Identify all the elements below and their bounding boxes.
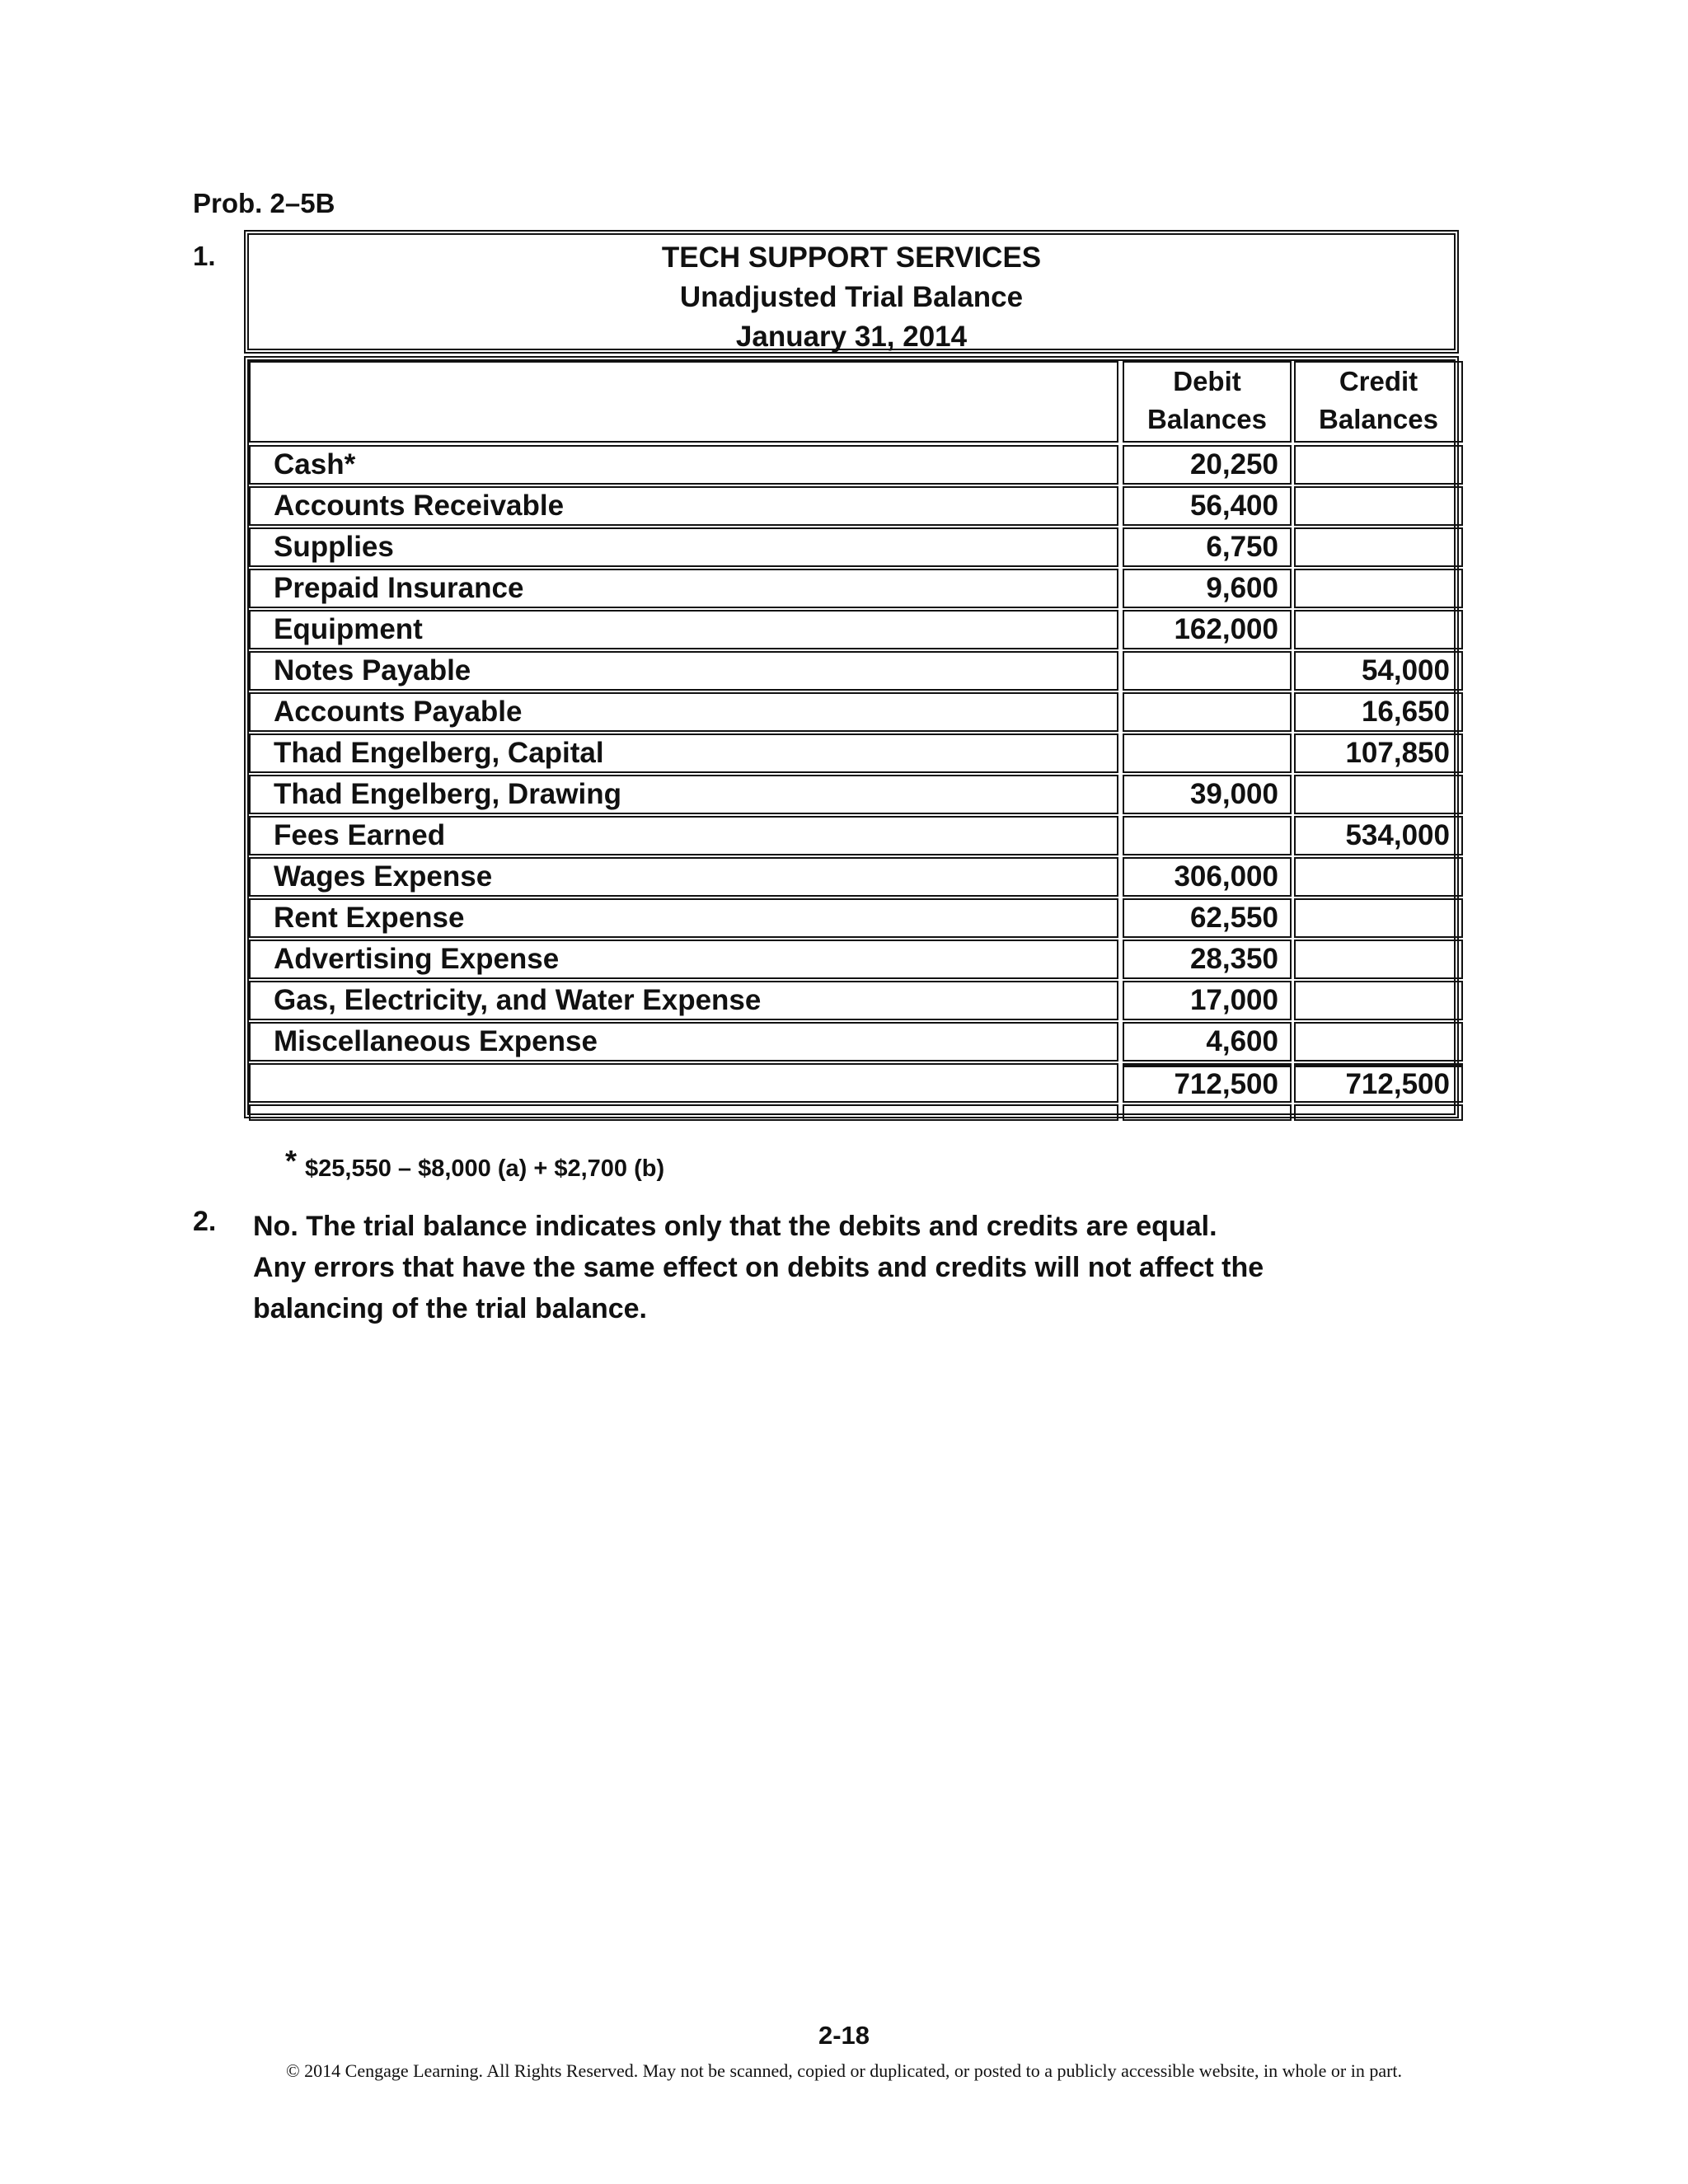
credit-value bbox=[1294, 445, 1463, 485]
account-name: Advertising Expense bbox=[249, 940, 1118, 979]
footnote-text: $25,550 – $8,000 (a) + $2,700 (b) bbox=[305, 1155, 665, 1182]
credit-value: 54,000 bbox=[1294, 651, 1463, 691]
account-name: Fees Earned bbox=[249, 816, 1118, 855]
trial-balance-table bbox=[244, 356, 1459, 1118]
account-name: Supplies bbox=[249, 527, 1118, 567]
account-name: Rent Expense bbox=[249, 898, 1118, 938]
table-row bbox=[249, 692, 1454, 732]
totals-row bbox=[249, 1063, 1454, 1103]
table-row bbox=[249, 857, 1454, 897]
part2-answer bbox=[253, 1206, 1489, 1329]
table-row bbox=[249, 445, 1454, 485]
account-name: Accounts Payable bbox=[249, 692, 1118, 732]
account-name: Thad Engelberg, Capital bbox=[249, 733, 1118, 773]
debit-value: 56,400 bbox=[1123, 486, 1292, 526]
table-row bbox=[249, 486, 1454, 526]
part1-number: 1. bbox=[193, 241, 216, 271]
credit-value bbox=[1294, 1022, 1463, 1062]
debit-value bbox=[1123, 692, 1292, 732]
copyright-notice: © 2014 Cengage Learning. All Rights Reserved. May not be scanned, copied or duplicated, or posted to a publicly accessible website, in whole or in part. bbox=[285, 2060, 1403, 2081]
totals-label-cell bbox=[249, 1063, 1118, 1103]
table-row bbox=[249, 610, 1454, 649]
debit-total: 712,500 bbox=[1123, 1063, 1292, 1103]
blank-cell bbox=[1294, 1104, 1463, 1121]
account-name: Cash* bbox=[249, 445, 1118, 485]
debit-value: 306,000 bbox=[1123, 857, 1292, 897]
debit-value bbox=[1123, 651, 1292, 691]
debit-value: 4,600 bbox=[1123, 1022, 1292, 1062]
credit-value bbox=[1294, 527, 1463, 567]
account-name: Notes Payable bbox=[249, 651, 1118, 691]
part2-number: 2. bbox=[193, 1206, 217, 1237]
credit-value bbox=[1294, 898, 1463, 938]
statement-date: January 31, 2014 bbox=[735, 321, 968, 353]
debit-value: 9,600 bbox=[1123, 569, 1292, 608]
table-row bbox=[249, 733, 1454, 773]
statement-heading bbox=[244, 230, 1459, 354]
account-name: Gas, Electricity, and Water Expense bbox=[249, 981, 1118, 1020]
credit-value: 16,650 bbox=[1294, 692, 1463, 732]
table-row bbox=[249, 816, 1454, 855]
credit-value: 534,000 bbox=[1294, 816, 1463, 855]
table-row bbox=[249, 527, 1454, 567]
company-name: TECH SUPPORT SERVICES bbox=[661, 241, 1042, 274]
footnote bbox=[285, 1144, 664, 1183]
debit-value: 62,550 bbox=[1123, 898, 1292, 938]
credit-value bbox=[1294, 569, 1463, 608]
account-name: Accounts Receivable bbox=[249, 486, 1118, 526]
table-row bbox=[249, 775, 1454, 814]
account-name: Prepaid Insurance bbox=[249, 569, 1118, 608]
blank-cell bbox=[1123, 1104, 1292, 1121]
table-header-row bbox=[249, 361, 1454, 443]
account-header-cell bbox=[249, 361, 1118, 443]
account-name: Miscellaneous Expense bbox=[249, 1022, 1118, 1062]
table-row bbox=[249, 981, 1454, 1020]
credit-header: Credit Balances bbox=[1294, 361, 1463, 443]
credit-value bbox=[1294, 857, 1463, 897]
part2-line: Any errors that have the same effect on debits and credits will not affect the bbox=[253, 1252, 1264, 1283]
debit-value: 6,750 bbox=[1123, 527, 1292, 567]
credit-value bbox=[1294, 940, 1463, 979]
debit-value: 20,250 bbox=[1123, 445, 1292, 485]
blank-row bbox=[249, 1104, 1454, 1121]
page-number: 2-18 bbox=[818, 2021, 870, 2050]
credit-value: 107,850 bbox=[1294, 733, 1463, 773]
credit-value bbox=[1294, 981, 1463, 1020]
account-name: Wages Expense bbox=[249, 857, 1118, 897]
credit-value bbox=[1294, 486, 1463, 526]
debit-value bbox=[1123, 816, 1292, 855]
credit-value bbox=[1294, 775, 1463, 814]
footnote-star: * bbox=[285, 1144, 298, 1178]
table-row bbox=[249, 940, 1454, 979]
debit-value: 39,000 bbox=[1123, 775, 1292, 814]
part2-line: balancing of the trial balance. bbox=[253, 1293, 647, 1324]
debit-value: 17,000 bbox=[1123, 981, 1292, 1020]
account-name: Equipment bbox=[249, 610, 1118, 649]
table-row bbox=[249, 1022, 1454, 1062]
debit-value bbox=[1123, 733, 1292, 773]
problem-label: Prob. 2–5B bbox=[193, 188, 335, 218]
credit-value bbox=[1294, 610, 1463, 649]
debit-value: 162,000 bbox=[1123, 610, 1292, 649]
table-row bbox=[249, 651, 1454, 691]
blank-cell bbox=[249, 1104, 1118, 1121]
table-row bbox=[249, 569, 1454, 608]
part2-line: No. The trial balance indicates only that the debits and credits are equal. bbox=[253, 1211, 1217, 1242]
debit-header: Debit Balances bbox=[1123, 361, 1292, 443]
credit-total: 712,500 bbox=[1294, 1063, 1463, 1103]
account-name: Thad Engelberg, Drawing bbox=[249, 775, 1118, 814]
statement-title: Unadjusted Trial Balance bbox=[679, 281, 1024, 313]
debit-value: 28,350 bbox=[1123, 940, 1292, 979]
table-row bbox=[249, 898, 1454, 938]
